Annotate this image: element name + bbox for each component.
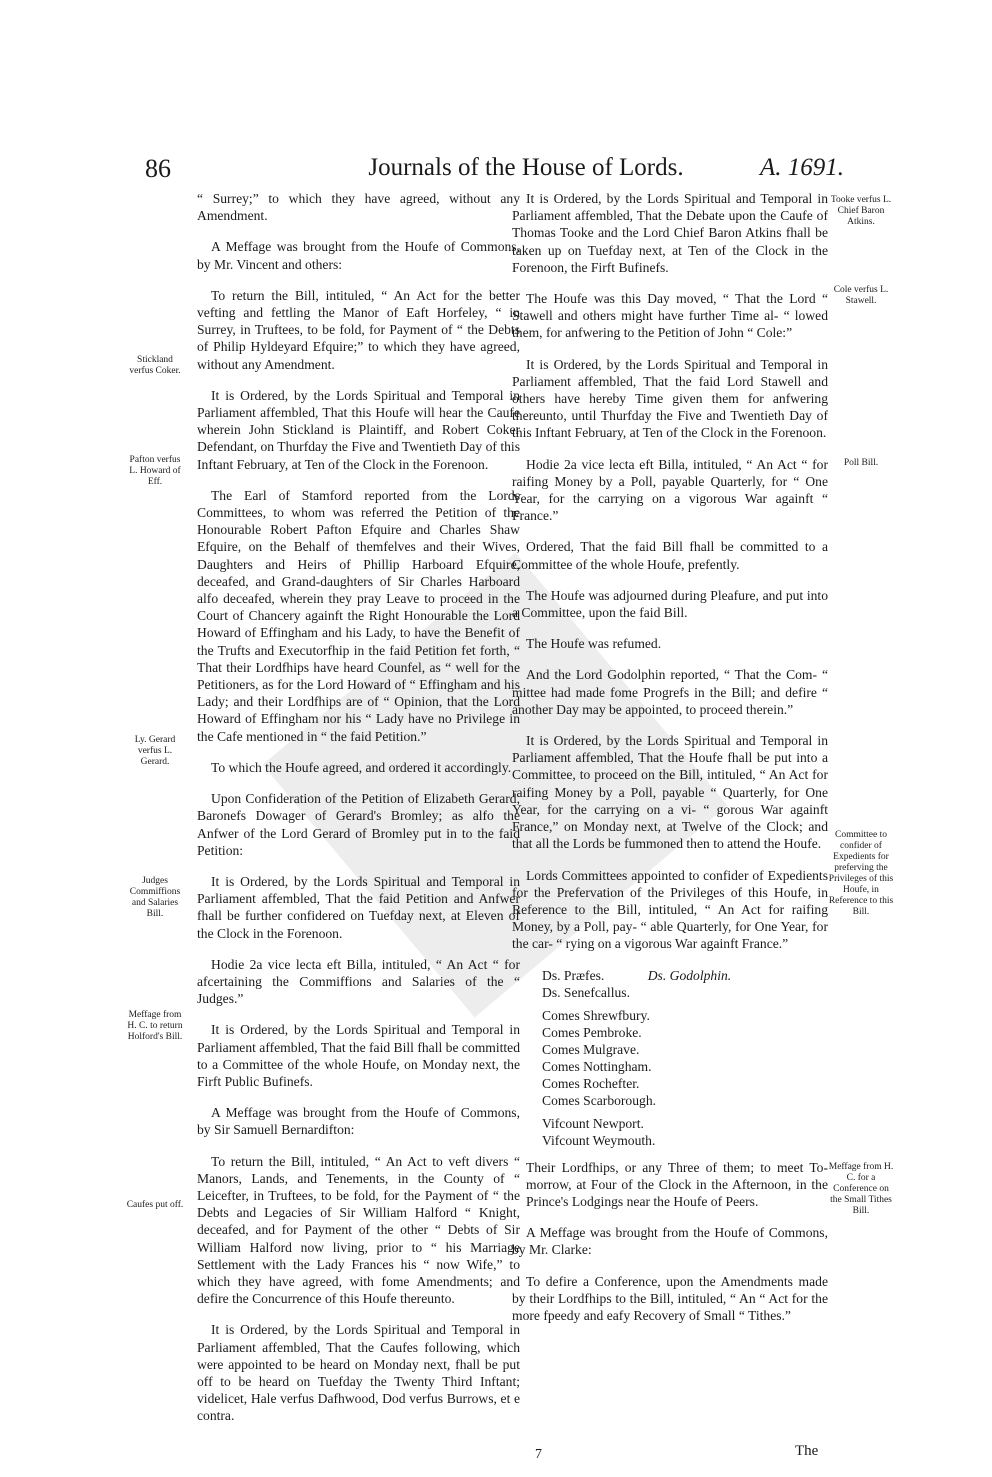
paragraph: To defire a Conference, upon the Amendments made by their Lordfhips to the Bill, intituled, “ An “ Act for the more fpeedy and eafy Recovery of Small “ Tithes.”: [512, 1273, 828, 1323]
committee-member: Vifcount Newport.: [542, 1115, 644, 1131]
committee-member: Comes Mulgrave.: [542, 1041, 640, 1057]
paragraph: The Houfe was adjourned during Pleafure, and put into a Committee, upon the faid Bill.: [512, 587, 828, 621]
committee-member: Comes Shrewfbury.: [542, 1007, 650, 1023]
committee-member: Comes Scarborough.: [542, 1092, 657, 1108]
committee-member: Comes Pembroke.: [542, 1024, 642, 1040]
paragraph: Their Lordfhips, or any Three of them; to meet To-morrow, at Four of the Clock in the Afternoon, in the Prince's Lodgings near the Houfe of Peers.: [526, 1159, 828, 1209]
committee-member: Vifcount Weymouth.: [542, 1132, 656, 1148]
paragraph: Ordered, That the faid Bill fhall be committed to a Committee of the whole Houfe, prefently.: [512, 539, 828, 572]
paragraph: To return the Bill, intituled, “ An Act to veft divers “ Manors, Lands, and Tenements, in the County of “ Leicefter, in Truftees, to be fold, for the Payment of “ the Debts and Legacies of Sir William Halford “ Knight, deceafed, and for Payment of the other “ Debts of Sir William Halford now living, prior to “ his Marriage Settlement with the Lady Frances his “ now Wife,” to which they have agreed, with fome Amendments; and defire the Concurrence of this Houfe thereunto.: [197, 1153, 520, 1307]
margin-note: Caufes put off.: [126, 1200, 184, 1210]
committee-member: Ds. Præfes. Ds. Godolphin.: [542, 967, 732, 983]
catchword: The: [795, 1443, 819, 1459]
paragraph: It is Ordered, by the Lords Spiritual and Temporal in Parliament affembled, That the Debate upon the Caufe of Thomas Tooke and the Lord Chief Baron Atkins fhall be taken up on Tuefday next, at Ten of the Clock in the Forenoon, the Firft Bufinefs.: [512, 191, 828, 275]
margin-note: Ly. Gerard verfus L. Gerard.: [134, 735, 176, 767]
paragraph: “ Surrey;” to which they have agreed, without any Amendment.: [197, 191, 520, 224]
paragraph: The Earl of Stamford reported from the Lords Committees, to whom was referred the Petition of the Honourable Robert Pafton Efquire and Charles Shaw Efquire, on the Behalf of themfelves and their Wives, Daughters and Heirs of Phillip Harboard Efquire, deceafed, and Grand-daughters of Sir Charles Harboard alfo deceafed, wherein they pray Leave to proceed in the Court of Chancery againft the Right Honourable the Lord Howard of Effingham and his Lady, to have the Benefit of the Trufts and Executorfhip in the faid Petition fet forth, “ That their Lordfhips have heard Counfel, as “ well for the Petitioners, as for the Lord Howard of “ Effingham and his Lady; and their Lordfhips are of “ Opinion, that the Lord Howard of Effingham nor his “ Lady have no Privilege in the Cafe mentioned in “ the faid Petition.”: [197, 487, 520, 744]
margin-note: Tooke verfus L. Chief Baron Atkins.: [830, 195, 892, 227]
signature-mark: 7: [535, 1447, 542, 1462]
committee-list: [542, 967, 828, 1149]
margin-note: Poll Bill.: [843, 458, 879, 468]
paragraph: To which the Houfe agreed, and ordered it accordingly.: [211, 759, 512, 775]
paragraph: It is Ordered, by the Lords Spiritual and Temporal in Parliament affembled, That this Houfe will hear the Caufe wherein John Stickland is Plaintiff, and Robert Coker Defendant, on Thurfday the Five and Twentieth Day of this Inftant February, at Ten of the Clock in the Forenoon.: [197, 387, 520, 472]
margin-note: Pafton verfus L. Howard of Eff.: [129, 455, 181, 487]
committee-member: Comes Nottingham.: [542, 1058, 652, 1074]
page-header: [0, 154, 992, 194]
paragraph: To return the Bill, intituled, “ An Act for the better vefting and fettling the Manor of Eaft Horfeley, “ in Surrey, in Truftees, to be fold, for Payment of “ the Debts of Philip Hyldeyard Efquire;” to which they have agreed, without any Amendment.: [197, 287, 520, 372]
paragraph: It is Ordered, by the Lords Spiritual and Temporal in Parliament affembled, That the Caufes following, which were appointed to be heard on Monday next, fhall be put off to be heard on Tuefday the Twenty Third Inftant; videlicet, Hale verfus Dafhwood, Dod verfus Burrows, et e contra.: [197, 1322, 520, 1424]
page-title: Journals of the House of Lords.: [368, 154, 684, 181]
margin-note: Stickland verfus Coker.: [129, 355, 181, 376]
paragraph: The Houfe was refumed.: [526, 636, 662, 652]
paragraph: A Meffage was brought from the Houfe of Commons, by Sir Samuell Bernardifton:: [197, 1105, 520, 1138]
paragraph: A Meffage was brought from the Houfe of Commons, by Mr. Clarke:: [512, 1225, 828, 1258]
paragraph: A Meffage was brought from the Houfe of Commons, by Mr. Vincent and others:: [197, 239, 520, 272]
page-number: 86: [145, 154, 171, 183]
committee-member: Comes Rochefter.: [542, 1075, 640, 1091]
margin-note: Meffage from H. C. to return Holford's Bill.: [127, 1010, 183, 1042]
margin-note: Cole verfus L. Stawell.: [833, 285, 889, 306]
paragraph: It is Ordered, by the Lords Spiritual and Temporal in Parliament affembled, That the faid Lord Stawell and others have hereby Time given them for anfwering thereunto, until Thurfday the Five and Twentieth Day of this Inftant February, at Ten of the Clock in the Forenoon.: [512, 356, 828, 441]
margin-note: Committee to confider of Expedients for preferving the Privileges of this Houfe, in Reference to this Bill.: [828, 830, 894, 917]
margin-note: Judges Commiffions and Salaries Bill.: [129, 876, 181, 919]
committee-member: Ds. Senefcallus.: [542, 984, 630, 1000]
paragraph: Upon Confideration of the Petition of Elizabeth Gerard, Baronefs Dowager of Gerard's Bromley; as alfo the Anfwer of the Lord Gerard of Bromley put in to the faid Petition:: [197, 791, 520, 858]
paragraph: Hodie 2a vice lecta eft Billa, intituled, “ An Act “ for raifing Money by a Poll, payable Quarterly, for “ One Year, for the carrying on a vigorous War againft “ France.”: [512, 456, 828, 524]
paragraph: The Houfe was this Day moved, “ That the Lord “ Stawell and others might have further Time al- “ lowed them, for anfwering to the Petition of John “ Cole:”: [512, 291, 828, 341]
paragraph: Lords Committees appointed to confider of Expedients for the Prefervation of the Privileges of this Houfe, in Reference to the Bill, intituled, “ An Act for raifing Money, by a Poll, pay- “ able Quarterly, for One Year, for the car- “ rying on a vigorous War againft France.”: [512, 867, 828, 952]
paragraph: Hodie 2a vice lecta eft Billa, intituled, “ An Act “ for afcertaining the Commiffions and Salaries of the “ Judges.”: [197, 956, 520, 1007]
paragraph: And the Lord Godolphin reported, “ That the Com- “ mittee had made fome Progrefs in the Bill; and defire “ another Day may be appointed, to proceed therein.”: [512, 667, 828, 717]
right-column: [512, 190, 828, 1338]
paragraph: It is Ordered, by the Lords Spiritual and Temporal in Parliament affembled, That the faid Bill fhall be committed to a Committee of the whole Houfe, on Monday next, the Firft Public Bufinefs.: [197, 1022, 521, 1089]
left-column: [197, 190, 520, 1439]
page-year: A. 1691.: [760, 154, 845, 181]
margin-note: Meffage from H. C. for a Conference on the Small Tithes Bill.: [828, 1162, 894, 1216]
paragraph: It is Ordered, by the Lords Spiritual and Temporal in Parliament affembled, That the faid Petition and Anfwer fhall be further confidered on Tuefday next, at Eleven of the Clock in the Forenoon.: [197, 873, 520, 941]
paragraph: It is Ordered, by the Lords Spiritual and Temporal in Parliament affembled, That the Houfe fhall be put into a Committee, to proceed on the Bill, intituled, “ An Act for raifing Money by a Poll, payable “ Quarterly, for One Year, for the carrying on a vi- “ gorous War againft France,” on Monday next, at Twelve of the Clock; and that all the Lords be fummoned then to attend the Houfe.: [512, 733, 828, 852]
